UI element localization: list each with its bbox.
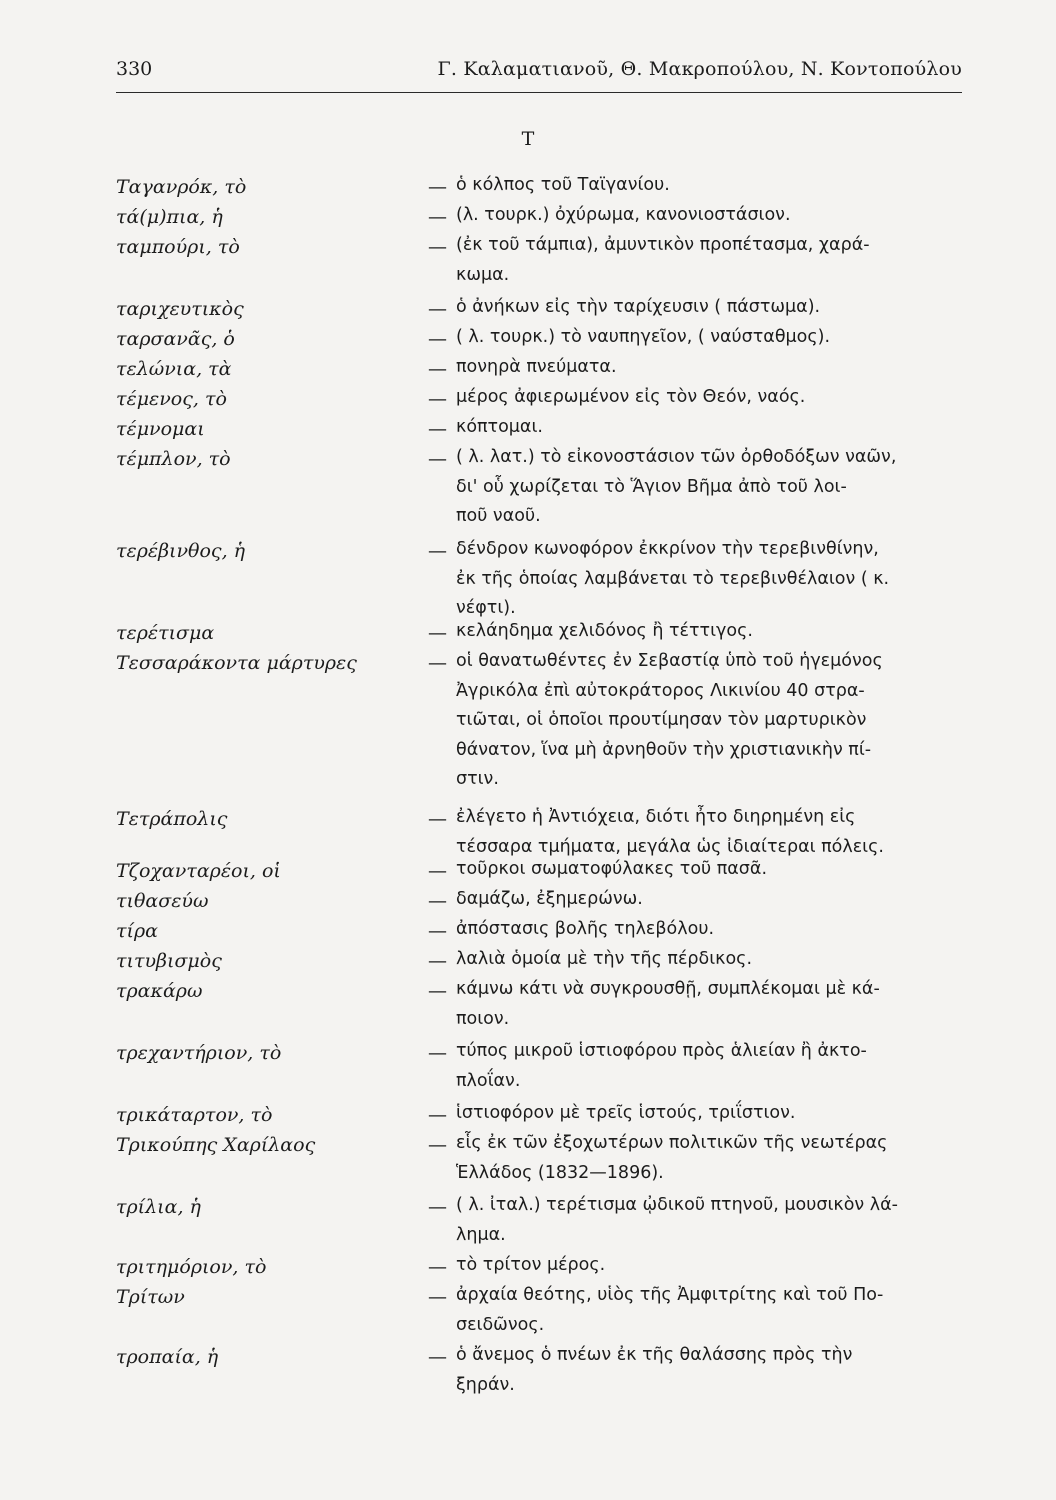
entry-dash: — (428, 1346, 447, 1368)
entry-dash: — (428, 388, 447, 410)
entry-term: Τρικούπης Χαρίλαος (116, 1134, 316, 1156)
definition-line: κόπτομαι. (456, 417, 543, 437)
entry-definition (456, 1191, 964, 1250)
entry-dash: — (428, 1286, 447, 1308)
definition-line: νέφτι). (456, 598, 516, 618)
definition-line: τοῦρκοι σωματοφύλακες τοῦ πασᾶ. (456, 859, 768, 879)
entry-definition (456, 855, 964, 885)
entry-definition (456, 1341, 964, 1400)
entry-definition (456, 201, 964, 231)
entry-definition (456, 383, 964, 413)
definition-line: δένδρον κωνοφόρον ἐκκρίνον τὴν τερεβινθίνην, (456, 539, 879, 559)
definition-line: ἐκ τῆς ὁποίας λαμβάνεται τὸ τερεβινθέλαιον ( κ. (456, 568, 890, 589)
entry-term: Τζοχανταρέοι, οἱ (116, 860, 281, 882)
entry-definition (456, 1251, 964, 1281)
entry-dash: — (428, 418, 447, 440)
entry-term: τέμνομαι (116, 418, 205, 440)
definition-line: δι' οὗ χωρίζεται τὸ Ἅγιον Βῆμα ἀπὸ τοῦ λοι- (456, 476, 847, 497)
definition-line: ( λ. λατ.) τὸ εἰκονοστάσιον τῶν ὀρθοδόξων ναῶν, (456, 447, 897, 467)
page-number: 330 (116, 58, 153, 80)
entry-definition (456, 353, 964, 383)
entry-term: Τεσσαράκοντα μάρτυρες (116, 652, 357, 674)
entry-dash: — (428, 1256, 447, 1278)
definition-line: δαμάζω, ἐξημερώνω. (456, 889, 643, 909)
entry-dash: — (428, 358, 447, 380)
entry-term: τιθασεύω (116, 890, 209, 912)
entry-definition (456, 1037, 964, 1096)
entry-term: Τρίτων (116, 1286, 185, 1308)
entry-term: Ταγανρόκ, τὸ (116, 176, 247, 198)
entry-definition (456, 413, 964, 443)
running-head: Γ. Καλαματιανοῦ, Θ. Μακροπούλου, Ν. Κοντοπούλου (437, 58, 962, 80)
definition-line: (ἐκ τοῦ τάμπια), ἀμυντικὸν προπέτασμα, χαρά- (456, 235, 870, 255)
entry-definition (456, 975, 964, 1034)
entry-term: τρικάταρτον, τὸ (116, 1104, 273, 1126)
definition-line: ἱστιοφόρον μὲ τρεῖς ἱστούς, τριΐστιον. (456, 1103, 796, 1123)
entry-term: τρίλια, ἡ (116, 1196, 201, 1218)
entry-term: ταρσανᾶς, ὁ (116, 328, 235, 350)
entry-definition (456, 945, 964, 975)
entry-definition (456, 915, 964, 945)
section-letter: Τ (521, 128, 535, 150)
definition-line: ἐλέγετο ἡ Ἀντιόχεια, διότι ἦτο διηρημένη εἰς (456, 807, 856, 827)
definition-line: κάμνω κάτι νὰ συγκρουσθῇ, συμπλέκομαι μὲ κά- (456, 979, 880, 999)
entry-dash: — (428, 1196, 447, 1218)
definition-line: θάνατον, ἵνα μὴ ἀρνηθοῦν τὴν χριστιανικὴν πί- (456, 739, 872, 760)
definition-line: μέρος ἀφιερωμένον εἰς τὸν Θεόν, ναός. (456, 387, 806, 407)
entry-dash: — (428, 176, 447, 198)
definition-line: οἱ θανατωθέντες ἐν Σεβαστίᾳ ὑπὸ τοῦ ἡγεμόνος (456, 651, 883, 671)
entry-dash: — (428, 920, 447, 942)
entry-dash: — (428, 808, 447, 830)
definition-line: (λ. τουρκ.) ὀχύρωμα, κανονιοστάσιον. (456, 205, 791, 225)
entry-definition (456, 323, 964, 353)
entry-term: τερέτισμα (116, 622, 215, 644)
definition-line: ὁ κόλπος τοῦ Ταϊγανίου. (456, 175, 670, 195)
entry-term: τρεχαντήριον, τὸ (116, 1042, 282, 1064)
entry-dash: — (428, 1104, 447, 1126)
entry-dash: — (428, 236, 447, 258)
entry-term: Τετράπολις (116, 808, 228, 830)
entry-term: τελώνια, τὰ (116, 358, 232, 380)
definition-line: ἀρχαία θεότης, υἱὸς τῆς Ἀμφιτρίτης καὶ τοῦ Πο- (456, 1285, 884, 1305)
definition-line: τύπος μικροῦ ἱστιοφόρου πρὸς ἁλιείαν ἢ ἀκτο- (456, 1041, 867, 1061)
entry-dash: — (428, 890, 447, 912)
entry-dash: — (428, 860, 447, 882)
entry-definition (456, 885, 964, 915)
entry-definition (456, 293, 964, 323)
entry-dash: — (428, 622, 447, 644)
entry-term: τίρα (116, 920, 158, 942)
definition-line: ξηράν. (456, 1374, 515, 1395)
definition-line: σειδῶνος. (456, 1314, 545, 1335)
entry-term: τιτυβισμὸς (116, 950, 222, 972)
definition-line: εἷς ἐκ τῶν ἐξοχωτέρων πολιτικῶν τῆς νεωτέρας (456, 1133, 888, 1153)
entry-dash: — (428, 950, 447, 972)
entry-dash: — (428, 980, 447, 1002)
definition-line: τὸ τρίτον μέρος. (456, 1255, 606, 1275)
entry-definition (456, 443, 964, 532)
entry-term: τρακάρω (116, 980, 203, 1002)
definition-line: ( λ. ἰταλ.) τερέτισμα ᾠδικοῦ πτηνοῦ, μουσικὸν λά- (456, 1195, 898, 1215)
entry-term: τέμπλον, τὸ (116, 448, 231, 470)
entry-term: ταμπούρι, τὸ (116, 236, 240, 258)
entry-definition (456, 1281, 964, 1340)
definition-line: ποιον. (456, 1008, 510, 1029)
definition-line: Ἀγρικόλα ἐπὶ αὐτοκράτορος Λικινίου 40 στρα- (456, 680, 865, 701)
definition-line: λαλιὰ ὁμοία μὲ τὴν τῆς πέρδικος. (456, 949, 753, 969)
definition-line: ὁ ἄνεμος ὁ πνέων ἐκ τῆς θαλάσσης πρὸς τὴν (456, 1345, 853, 1365)
entry-definition (456, 535, 964, 624)
entry-definition (456, 617, 964, 647)
entry-definition (456, 1099, 964, 1129)
definition-line: Ἑλλάδος (1832—1896). (456, 1162, 664, 1183)
definition-line: πονηρὰ πνεύματα. (456, 357, 617, 377)
entry-dash: — (428, 298, 447, 320)
entry-dash: — (428, 328, 447, 350)
entry-definition (456, 803, 964, 862)
entry-dash: — (428, 448, 447, 470)
entry-definition (456, 171, 964, 201)
entry-definition (456, 231, 964, 290)
entry-definition (456, 1129, 964, 1188)
entry-term: τροπαία, ἡ (116, 1346, 219, 1368)
entry-dash: — (428, 1042, 447, 1064)
definition-line: πλοΐαν. (456, 1070, 521, 1091)
entry-term: τερέβινθος, ἡ (116, 540, 246, 562)
definition-line: ( λ. τουρκ.) τὸ ναυπηγεῖον, ( ναύσταθμος). (456, 327, 831, 347)
definition-line: τιῶται, οἱ ὁποῖοι προυτίμησαν τὸν μαρτυρικὸν (456, 710, 867, 730)
definition-line: ἀπόστασις βολῆς τηλεβόλου. (456, 919, 715, 939)
entry-term: τριτημόριον, τὸ (116, 1256, 267, 1278)
definition-line: λημα. (456, 1224, 506, 1245)
entry-dash: — (428, 206, 447, 228)
entry-dash: — (428, 1134, 447, 1156)
definition-line: ποῦ ναοῦ. (456, 506, 541, 526)
definition-line: στιν. (456, 769, 499, 789)
definition-line: κελάηδημα χελιδόνος ἢ τέττιγος. (456, 621, 753, 641)
definition-line: ὁ ἀνήκων εἰς τὴν ταρίχευσιν ( πάστωμα). (456, 297, 821, 317)
entry-dash: — (428, 540, 447, 562)
definition-line: κωμα. (456, 264, 510, 285)
entry-definition (456, 647, 964, 795)
entry-term: τέμενος, τὸ (116, 388, 227, 410)
entry-dash: — (428, 652, 447, 674)
definition-line: τέσσαρα τμήματα, μεγάλα ὡς ἰδιαίτεραι πόλεις. (456, 836, 884, 857)
entry-term: τά(μ)πια, ἡ (116, 206, 223, 228)
entry-term: ταριχευτικὸς (116, 298, 244, 320)
